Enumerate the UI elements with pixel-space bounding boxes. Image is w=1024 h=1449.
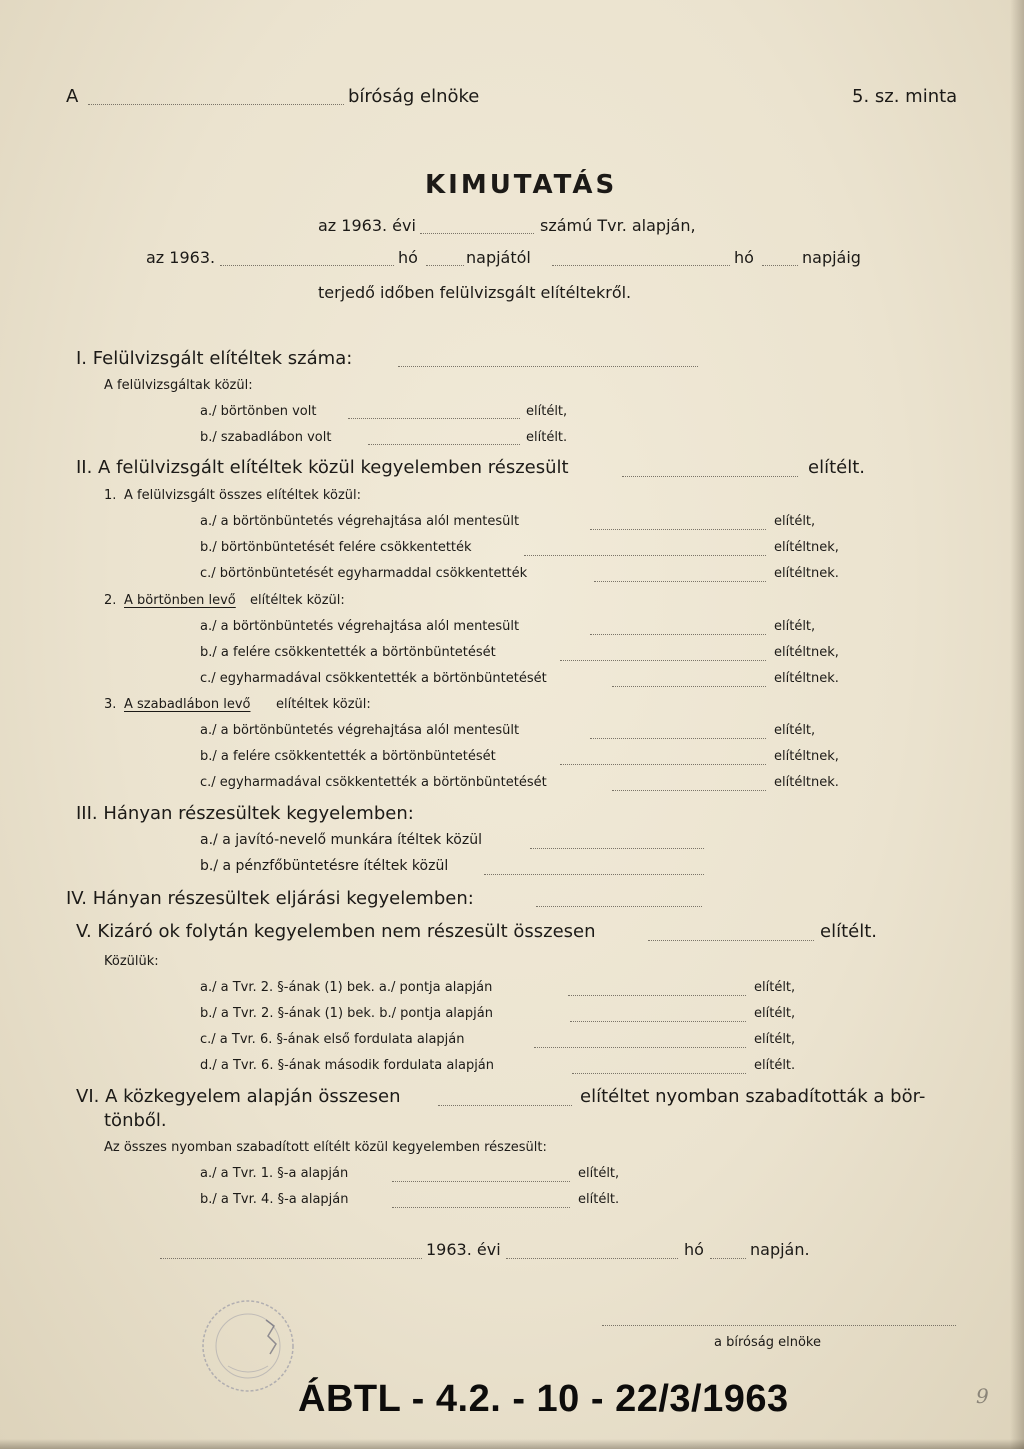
section-3-item-a: a./ a javító-nevelő munkára ítéltek közül: [200, 832, 482, 848]
group-2-item-b: b./ a felére csökkentették a börtönbüntetését: [200, 645, 496, 660]
section-2-blank: [622, 476, 798, 477]
date-month-blank: [506, 1258, 678, 1259]
signature-blank: [602, 1325, 956, 1326]
group-2-item-b-blank: [560, 660, 766, 661]
date-month: hó: [684, 1240, 704, 1259]
group-1-item-b-suffix: elítéltnek,: [774, 540, 839, 555]
date-place-blank: [160, 1258, 422, 1259]
group-1-item-b: b./ börtönbüntetését felére csökkentették: [200, 540, 472, 555]
signature-caption: a bíróság elnöke: [714, 1335, 821, 1350]
paper-bottom-edge: [0, 1439, 1024, 1449]
section-5-item-c-blank: [534, 1047, 746, 1048]
header-a-prefix: A: [66, 86, 79, 107]
group-1-item-c-blank: [594, 581, 766, 582]
section-1-item-b-blank: [368, 444, 520, 445]
group-2-item-c: c./ egyharmadával csökkentették a börtönbüntetését: [200, 671, 547, 686]
group-1-item-b-blank: [524, 555, 766, 556]
page-number: 9: [976, 1384, 989, 1408]
section-1-item-a-blank: [348, 418, 520, 419]
period-day2-blank: [762, 265, 798, 266]
section-5-item-a: a./ a Tvr. 2. §-ának (1) bek. a./ pontja alapján: [200, 980, 493, 995]
date-day-blank: [710, 1258, 746, 1259]
section-5-item-c-suffix: elítélt,: [754, 1032, 796, 1047]
period-month1-blank: [220, 265, 394, 266]
group-1-item-c-suffix: elítéltnek.: [774, 566, 839, 581]
group-3-item-a-blank: [590, 738, 766, 739]
section-4-blank: [536, 906, 702, 907]
group-1-item-a-blank: [590, 529, 766, 530]
group-2-number: 2.: [104, 593, 117, 608]
section-3-item-b: b./ a pénzfőbüntetésre ítéltek közül: [200, 858, 449, 874]
group-1-item-a: a./ a börtönbüntetés végrehajtása alól mentesült: [200, 514, 520, 529]
section-1-item-a-suffix: elítélt,: [526, 404, 568, 419]
group-2-item-a: a./ a börtönbüntetés végrehajtása alól mentesült: [200, 619, 520, 634]
group-3-item-b: b./ a felére csökkentették a börtönbüntetését: [200, 749, 496, 764]
group-2-item-a-blank: [590, 634, 766, 635]
group-3-item-a: a./ a börtönbüntetés végrehajtása alól mentesült: [200, 723, 520, 738]
section-5-blank: [648, 940, 814, 941]
group-3-title-underlined: A szabadlábon levő: [124, 697, 251, 712]
section-1-blank: [398, 366, 698, 367]
period-to: napjáig: [802, 248, 861, 267]
section-3-heading: III. Hányan részesültek kegyelemben:: [76, 803, 414, 824]
section-2-heading-suffix: elítélt.: [808, 457, 865, 478]
header-court-president: bíróság elnöke: [348, 86, 480, 107]
period-scope: terjedő időben felülvizsgált elítéltekről.: [318, 283, 632, 302]
section-5-heading-suffix: elítélt.: [820, 921, 877, 942]
section-6-heading-suffix: elítéltet nyomban szabadították a bör-: [580, 1086, 926, 1107]
section-6-blank: [438, 1105, 572, 1106]
group-3-item-b-suffix: elítéltnek,: [774, 749, 839, 764]
section-5-item-a-suffix: elítélt,: [754, 980, 796, 995]
group-3-title-rest: elítéltek közül:: [276, 697, 371, 712]
section-5-item-b-suffix: elítélt,: [754, 1006, 796, 1021]
section-6-item-b: b./ a Tvr. 4. §-a alapján: [200, 1192, 349, 1207]
group-2-title-rest: elítéltek közül:: [250, 593, 345, 608]
group-2-item-a-suffix: elítélt,: [774, 619, 816, 634]
section-3-item-b-blank: [484, 874, 704, 875]
section-3-item-a-blank: [530, 848, 704, 849]
period-month1: hó: [398, 248, 418, 267]
section-6-heading: VI. A közkegyelem alapján összesen: [76, 1086, 401, 1107]
period-month2: hó: [734, 248, 754, 267]
section-6-subheading: Az összes nyomban szabadított elítélt közül kegyelemben részesült:: [104, 1140, 547, 1155]
period-prefix: az 1963.: [146, 248, 216, 267]
section-6-item-a: a./ a Tvr. 1. §-a alapján: [200, 1166, 349, 1181]
group-1-title: A felülvizsgált összes elítéltek közül:: [124, 488, 362, 503]
archive-reference: ÁBTL - 4.2. - 10 - 22/3/1963: [298, 1378, 789, 1420]
section-1-item-b: b./ szabadlábon volt: [200, 430, 332, 445]
group-1-item-c: c./ börtönbüntetését egyharmaddal csökkentették: [200, 566, 528, 581]
period-from: napjától: [466, 248, 531, 267]
section-5-item-d: d./ a Tvr. 6. §-ának második fordulata alapján: [200, 1058, 495, 1073]
paper-edge-shadow: [1010, 0, 1024, 1449]
group-3-number: 3.: [104, 697, 117, 712]
law-number-blank: [420, 233, 534, 234]
section-1-item-b-suffix: elítélt.: [526, 430, 568, 445]
section-6-item-a-blank: [392, 1181, 570, 1182]
date-year: 1963. évi: [426, 1240, 501, 1259]
group-3-item-c: c./ egyharmadával csökkentették a börtönbüntetését: [200, 775, 547, 790]
law-prefix: az 1963. évi: [318, 216, 416, 235]
period-day1-blank: [426, 265, 464, 266]
section-6-item-b-blank: [392, 1207, 570, 1208]
group-2-title-underlined: A börtönben levő: [124, 593, 236, 608]
section-2-heading: II. A felülvizsgált elítéltek közül kegyelemben részesült: [76, 457, 569, 478]
header-template-number: 5. sz. minta: [852, 86, 958, 107]
section-1-heading: I. Felülvizsgált elítéltek száma:: [76, 348, 353, 369]
group-2-item-b-suffix: elítéltnek,: [774, 645, 839, 660]
group-3-item-a-suffix: elítélt,: [774, 723, 816, 738]
section-5-item-a-blank: [568, 995, 746, 996]
section-4-heading: IV. Hányan részesültek eljárási kegyelemben:: [66, 888, 474, 909]
section-5-item-c: c./ a Tvr. 6. §-ának első fordulata alapján: [200, 1032, 465, 1047]
section-5-item-d-blank: [572, 1073, 746, 1074]
group-1-item-a-suffix: elítélt,: [774, 514, 816, 529]
section-6-item-a-suffix: elítélt,: [578, 1166, 620, 1181]
group-3-item-c-suffix: elítéltnek.: [774, 775, 839, 790]
group-2-item-c-blank: [612, 686, 766, 687]
date-day: napján.: [750, 1240, 810, 1259]
group-3-item-c-blank: [612, 790, 766, 791]
section-5-subheading: Közülük:: [104, 954, 159, 969]
section-5-item-b: b./ a Tvr. 2. §-ának (1) bek. b./ pontja alapján: [200, 1006, 493, 1021]
period-month2-blank: [552, 265, 730, 266]
section-5-item-b-blank: [570, 1021, 746, 1022]
law-suffix: számú Tvr. alapján,: [540, 216, 696, 235]
section-5-heading: V. Kizáró ok folytán kegyelemben nem részesült összesen: [76, 921, 596, 942]
section-1-item-a: a./ börtönben volt: [200, 404, 317, 419]
court-name-blank: [88, 104, 344, 105]
section-6-item-b-suffix: elítélt.: [578, 1192, 620, 1207]
section-6-heading-cont: tönből.: [104, 1110, 167, 1131]
section-1-subheading: A felülvizsgáltak közül:: [104, 378, 253, 393]
section-5-item-d-suffix: elítélt.: [754, 1058, 796, 1073]
court-seal-stamp: [198, 1296, 298, 1396]
group-1-number: 1.: [104, 488, 117, 503]
document-title: KIMUTATÁS: [425, 170, 618, 200]
group-3-item-b-blank: [560, 764, 766, 765]
group-2-item-c-suffix: elítéltnek.: [774, 671, 839, 686]
